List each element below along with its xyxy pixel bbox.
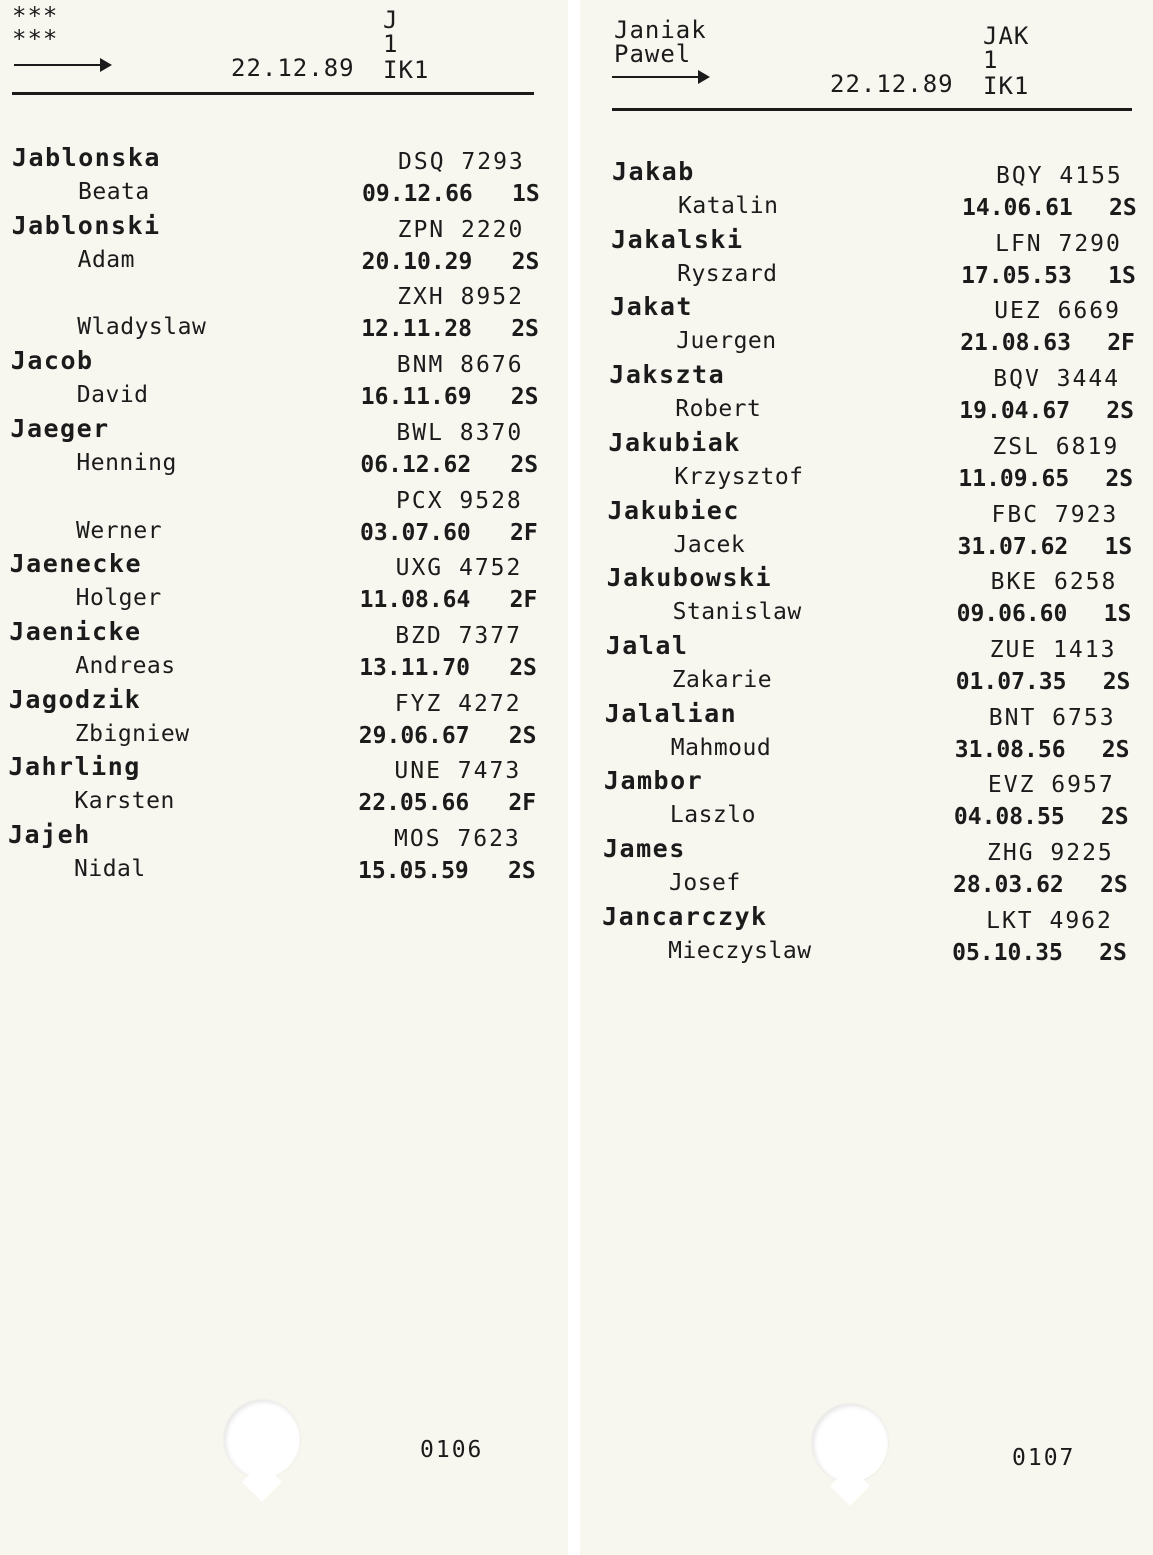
surname: Jalalian [604, 698, 738, 728]
given-name: David [76, 382, 149, 409]
birth-date: 31.08.56 [954, 736, 1066, 763]
birth-date: 06.12.62 [360, 451, 472, 478]
arrow-icon [612, 76, 708, 78]
ref-code: BKE 6258 [990, 569, 1118, 596]
given-name: Beata [78, 179, 150, 205]
surname: Jakszta [609, 360, 726, 390]
header-code: IK1 [383, 56, 430, 84]
class-code: 2S [511, 316, 539, 343]
index-card-right [580, 0, 1153, 1555]
header-rule [12, 92, 534, 95]
ref-code: ZSL 6819 [992, 433, 1120, 460]
ref-code: ZPN 2220 [397, 216, 525, 243]
ref-code: LKT 4962 [986, 907, 1113, 934]
class-code: 2S [510, 451, 539, 478]
entry-row [607, 564, 1147, 632]
ref-code: EVZ 6957 [987, 772, 1115, 799]
surname: Jakab [612, 157, 695, 186]
entry-row [12, 212, 552, 280]
surname: Jablonski [11, 210, 161, 240]
entry-row [11, 347, 551, 415]
given-name: Juergen [676, 328, 777, 355]
header-date: 22.12.89 [231, 54, 355, 82]
birth-date: 21.08.63 [960, 330, 1071, 357]
header-line2-right: 1 [983, 46, 999, 74]
entry-row [8, 821, 548, 889]
birth-date: 20.10.29 [361, 248, 473, 275]
header-line2-left: Pawel [614, 40, 692, 68]
index-card-left [0, 0, 568, 1555]
class-code: 2S [1101, 736, 1130, 763]
ref-code: BNT 6753 [988, 704, 1116, 731]
header-line1-right: J [383, 6, 399, 34]
given-name: Mieczyslaw [668, 937, 812, 964]
entry-row [605, 700, 1145, 768]
class-code: 2F [509, 587, 538, 614]
entry-row [603, 835, 1143, 903]
header-line2-right: 1 [383, 30, 399, 58]
page-number: 0107 [1012, 1445, 1076, 1471]
given-name: Wladyslaw [77, 314, 207, 341]
given-name: Laszlo [669, 802, 756, 829]
class-code: 2S [1109, 195, 1137, 221]
ref-code: ZUE 1413 [989, 636, 1117, 663]
class-code: 2S [510, 384, 539, 411]
given-name: Adam [77, 246, 135, 273]
ref-code: UEZ 6669 [994, 298, 1121, 325]
given-name: Robert [675, 396, 762, 423]
given-name: Zbigniew [74, 720, 190, 747]
birth-date: 04.08.55 [953, 804, 1065, 831]
ref-code: FYZ 4272 [394, 690, 522, 717]
class-code: 1S [512, 181, 540, 207]
birth-date: 31.07.62 [957, 533, 1069, 560]
class-code: 1S [1104, 533, 1133, 560]
entry-row [608, 429, 1148, 497]
surname: Jakubowski [606, 563, 773, 593]
header-line1-left: *** [12, 2, 59, 30]
birth-date: 22.05.66 [358, 790, 470, 817]
entry-row [9, 618, 549, 686]
birth-date: 13.11.70 [359, 654, 470, 681]
given-name: Ryszard [677, 260, 778, 287]
birth-date: 03.07.60 [360, 519, 471, 546]
punch-hole-icon [224, 1400, 300, 1478]
given-name: Stanislaw [672, 599, 802, 626]
ref-code: DSQ 7293 [398, 149, 525, 175]
entry-row [608, 497, 1148, 565]
birth-date: 12.11.28 [361, 316, 472, 343]
birth-date: 05.10.35 [952, 939, 1063, 966]
entry-row [610, 293, 1150, 361]
entry-row [606, 632, 1146, 700]
entry-row [10, 550, 550, 618]
surname: Jaenicke [9, 616, 142, 646]
class-code: 2F [1107, 330, 1135, 357]
header-line1-right: JAK [983, 22, 1030, 50]
punch-hole-icon [812, 1404, 888, 1482]
entry-row [10, 415, 550, 483]
class-code: 2S [1100, 872, 1128, 898]
header-line1-left: Janiak [614, 16, 707, 44]
surname: Jakubiak [608, 427, 741, 457]
ref-code: FBC 7923 [991, 501, 1119, 528]
ref-code: PCX 9528 [396, 487, 523, 514]
birth-date: 11.09.65 [958, 465, 1070, 492]
ref-code: UXG 4752 [395, 555, 523, 582]
given-name: Katalin [678, 193, 779, 219]
entry-row [604, 767, 1144, 835]
given-name: Henning [76, 449, 177, 476]
class-code: 2S [509, 654, 537, 681]
birth-date: 16.11.69 [360, 384, 472, 411]
entry-row [609, 361, 1149, 429]
entry-row [11, 279, 551, 347]
entry-row [9, 686, 549, 754]
surname: Jagodzik [8, 684, 142, 714]
surname: Jacob [10, 346, 94, 376]
surname: Jablonska [12, 143, 161, 172]
ref-code: BZD 7377 [395, 622, 522, 649]
given-name: Werner [76, 517, 163, 544]
entry-row [10, 483, 550, 551]
given-name: Jacek [673, 531, 746, 558]
given-name: Zakarie [671, 666, 773, 693]
entry-row [612, 158, 1152, 226]
entry-row [12, 144, 552, 212]
entry-row [602, 903, 1142, 971]
ref-code: ZXH 8952 [397, 284, 524, 311]
surname: James [603, 834, 686, 863]
surname: Jambor [603, 766, 704, 796]
ref-code: UNE 7473 [394, 758, 522, 785]
surname: Jakat [610, 292, 693, 322]
birth-date: 19.04.67 [959, 398, 1071, 425]
class-code: 2S [1105, 465, 1134, 492]
ref-code: LFN 7290 [995, 230, 1122, 257]
class-code: 1S [1108, 262, 1136, 289]
given-name: Nidal [74, 856, 146, 882]
surname: Jalal [605, 630, 689, 660]
given-name: Mahmoud [670, 734, 772, 761]
surname: Jaeger [10, 413, 110, 443]
given-name: Karsten [74, 788, 175, 815]
surname: Jaenecke [9, 549, 143, 579]
surname: Jakalski [611, 224, 744, 254]
class-code: 1S [1103, 601, 1132, 628]
class-code: 2F [510, 519, 538, 546]
birth-date: 11.08.64 [359, 587, 471, 614]
birth-date: 01.07.35 [955, 668, 1067, 695]
class-code: 2S [1099, 939, 1127, 966]
ref-code: BQY 4155 [996, 163, 1123, 189]
entry-row [8, 753, 548, 821]
ref-code: BNM 8676 [396, 352, 524, 379]
ref-code: BQV 3444 [993, 366, 1121, 393]
surname: Jahrling [8, 752, 141, 782]
surname: Jancarczyk [602, 901, 768, 931]
birth-date: 17.05.53 [961, 262, 1072, 289]
surname: Jajeh [8, 820, 91, 849]
birth-date: 09.12.66 [362, 181, 473, 207]
ref-code: MOS 7623 [394, 826, 521, 852]
birth-date: 28.03.62 [953, 872, 1064, 898]
entry-row [611, 226, 1151, 294]
class-code: 2S [1100, 804, 1129, 831]
birth-date: 14.06.61 [962, 195, 1073, 221]
header-date: 22.12.89 [830, 70, 954, 98]
given-name: Krzysztof [674, 463, 804, 490]
class-code: 2S [508, 858, 536, 884]
birth-date: 29.06.67 [358, 722, 470, 749]
birth-date: 09.06.60 [956, 601, 1068, 628]
header-code: IK1 [983, 72, 1030, 100]
header-line2-left: *** [12, 25, 59, 53]
given-name: Holger [75, 585, 162, 612]
class-code: 2S [511, 248, 540, 275]
arrow-icon [14, 64, 110, 66]
given-name: Josef [669, 870, 741, 896]
page-number: 0106 [420, 1437, 484, 1463]
ref-code: BWL 8370 [396, 419, 524, 446]
class-code: 2S [1106, 398, 1134, 425]
surname: Jakubiec [607, 495, 740, 525]
header-rule [612, 108, 1132, 111]
class-code: 2F [508, 790, 537, 817]
ref-code: ZHG 9225 [987, 840, 1114, 866]
class-code: 2S [1102, 668, 1131, 695]
given-name: Andreas [75, 652, 176, 679]
class-code: 2S [508, 722, 537, 749]
birth-date: 15.05.59 [358, 858, 469, 884]
